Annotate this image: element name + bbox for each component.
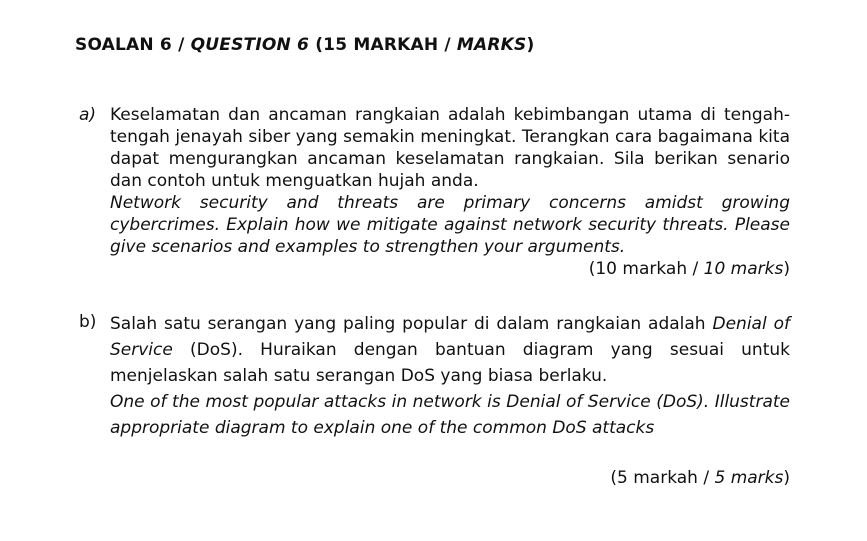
heading-marks-close: ) bbox=[526, 35, 535, 55]
part-b-body bbox=[110, 311, 790, 489]
part-b-marks-open: (5 markah / bbox=[610, 468, 715, 488]
part-a-label: a) bbox=[79, 105, 97, 125]
part-a-marks-open: (10 markah / bbox=[588, 259, 704, 279]
part-a-marks-english: 10 marks bbox=[703, 259, 784, 279]
question-part-b bbox=[75, 311, 795, 489]
part-a-malay-text: Keselamatan dan ancaman rangkaian adalah kebimbangan utama di tengah-tengah jenayah siber yang semakin meningkat. Terangkan cara bagaimana kita dapat mengurangkan ancaman keselamatan rangkaian. Sila berikan senario dan contoh untuk menguatkan hujah anda. bbox=[110, 105, 790, 191]
part-b-malay-text-1: Salah satu serangan yang paling popular di dalam rangkaian adalah bbox=[110, 314, 713, 334]
heading-question-english: QUESTION 6 bbox=[190, 35, 310, 55]
part-b-malay-text-2: (DoS). Huraikan dengan bantuan diagram yang sesuai untuk menjelaskan salah satu serangan DoS yang biasa berlaku. bbox=[110, 340, 790, 386]
part-b-label: b) bbox=[79, 312, 97, 332]
part-a-marks bbox=[110, 258, 790, 280]
heading-prefix: SOALAN 6 / bbox=[75, 35, 191, 55]
part-b-malay-text bbox=[110, 311, 790, 389]
part-b-marks-close: ) bbox=[783, 468, 790, 488]
heading-marks-english: MARKS bbox=[456, 35, 527, 55]
heading-marks-open: (15 MARKAH / bbox=[309, 35, 457, 55]
part-b-english-text: One of the most popular attacks in network is Denial of Service (DoS). Illustrate appropriate diagram to explain one of the common DoS attacks bbox=[110, 392, 790, 438]
question-part-a bbox=[75, 104, 795, 280]
part-a-marks-close: ) bbox=[783, 259, 790, 279]
part-b-marks-english: 5 marks bbox=[714, 468, 784, 488]
part-a-body bbox=[110, 104, 790, 280]
part-b-malay-italic-term: Denial of Service bbox=[110, 314, 790, 360]
question-heading bbox=[75, 35, 535, 55]
part-b-marks bbox=[110, 467, 790, 489]
part-a-english-text: Network security and threats are primary concerns amidst growing cybercrimes. Explain how we mitigate against network security threats. Please give scenarios and examples to strengthen your arguments. bbox=[110, 193, 790, 257]
